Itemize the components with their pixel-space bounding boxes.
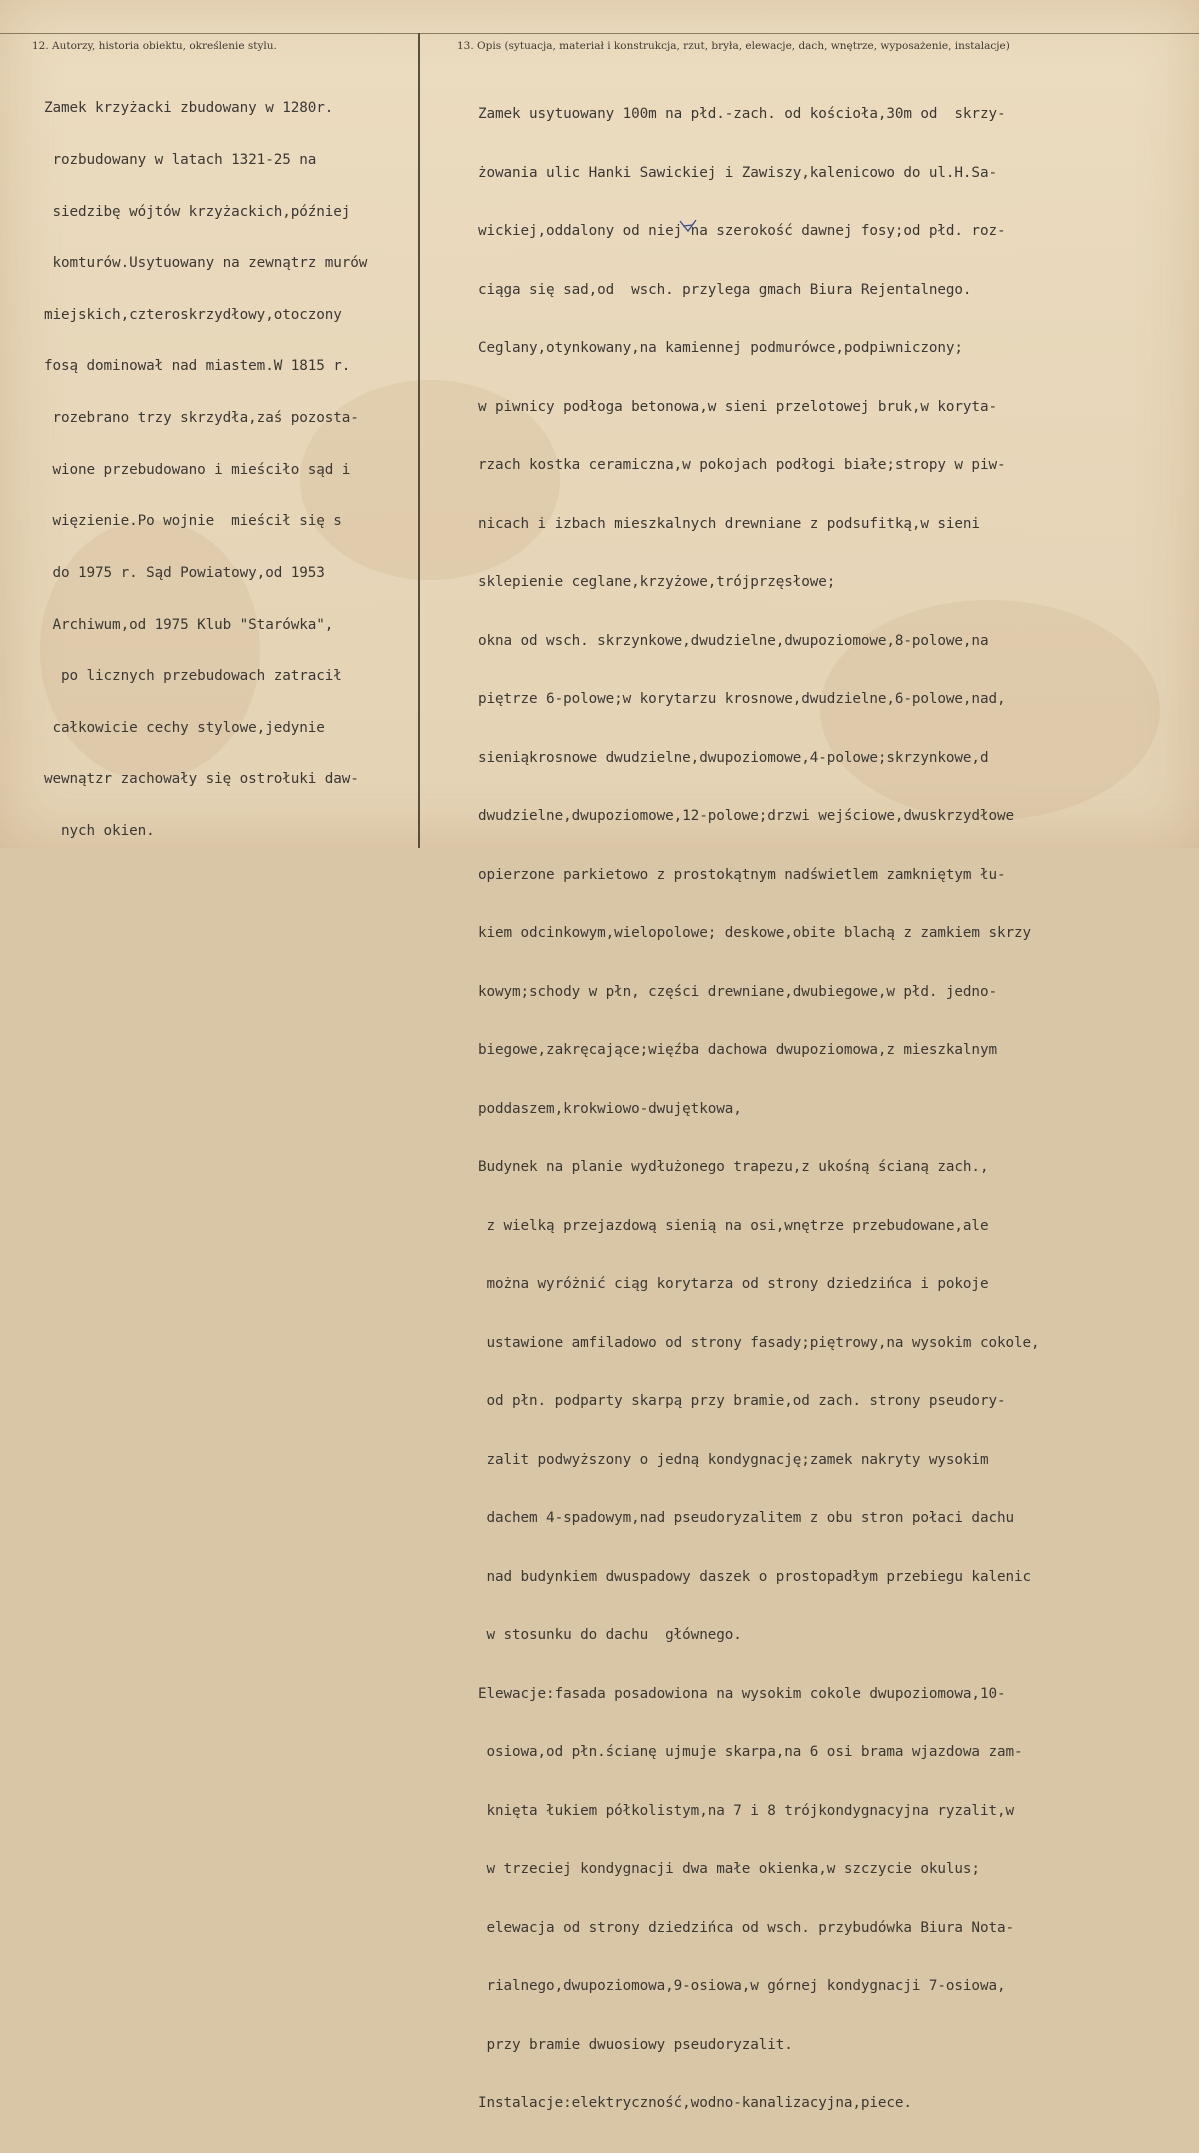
text-line: nych okien. [44,822,155,839]
text-line: osiowa,od płn.ścianę ujmuje skarpa,na 6 osi brama wjazdowa zam- [478,1744,1023,1760]
text-line: rialnego,dwupoziomowa,9-osiowa,w górnej kondygnacji 7-osiowa, [478,1978,1006,1994]
text-line: do 1975 r. Sąd Powiatowy,od 1953 [44,564,325,581]
text-line: ustawione amfiladowo od strony fasady;piętrowy,na wysokim cokole, [478,1334,1040,1351]
text-line: od płn. podparty skarpą przy bramie,od zach. strony pseudory- [478,1393,1006,1409]
text-line: kiem odcinkowym,wielopolowe; deskowe,obite blachą z zamkiem skrzy [478,925,1031,941]
text-line: więzienie.Po wojnie mieścił się s [44,513,342,530]
header-rule [0,33,1199,34]
text-line: Archiwum,od 1975 Klub "Starówka", [44,616,334,633]
text-line: sieniąkrosnowe dwudzielne,dwupoziomowe,4-polowe;skrzynkowe,d [478,749,989,766]
section-12-header: 12. Autorzy, historia obiektu, określenie stylu. [32,40,277,52]
text-line: wewnątzr zachowały się ostrołuki daw- [44,771,359,788]
text-line: rozebrano trzy skrzydła,zaś pozosta- [44,410,359,427]
text-line: nicach i izbach mieszkalnych drewniane z podsufitką,w sieni [478,515,980,532]
text-line: opierzone parkietowo z prostokątnym nadświetlem zamkniętym łu- [478,866,1006,883]
text-line: okna od wsch. skrzynkowe,dwudzielne,dwupoziomowe,8-polowe,na [478,632,989,649]
section-13-header: 13. Opis (sytuacja, materiał i konstrukcja, rzut, bryła, elewacje, dach, wnętrze, wyposażenie, instalacje) [457,40,1010,52]
text-line: fosą dominował nad miastem.W 1815 r. [44,358,351,375]
text-line: Instalacje:elektryczność,wodno-kanalizacyjna,piece. [478,2095,912,2111]
text-line: zalit podwyższony o jedną kondygnację;zamek nakryty wysokim [478,1451,989,1468]
text-line: knięta łukiem półkolistym,na 7 i 8 trójkondygnacyjna ryzalit,w [478,1802,1014,1819]
text-line: Zamek krzyżacki zbudowany w 1280r. [44,100,334,117]
text-line: poddaszem,krokwiowo-dwujętkowa, [478,1100,742,1117]
text-line: kowym;schody w płn, części drewniane,dwubiegowe,w płd. jedno- [478,983,997,1000]
text-line: w trzeciej kondygnacji dwa małe okienka,w szczycie okulus; [478,1861,980,1877]
text-line: dachem 4-spadowym,nad pseudoryzalitem z obu stron połaci dachu [478,1510,1014,1526]
text-line: żowania ulic Hanki Sawickiej i Zawiszy,kalenicowo do ul.H.Sa- [478,164,997,181]
text-line: siedzibę wójtów krzyżackich,później [44,203,351,220]
text-line: rzach kostka ceramiczna,w pokojach podłogi białe;stropy w piw- [478,457,1006,473]
text-line: ciąga się sad,od wsch. przylega gmach Biura Rejentalnego. [478,281,972,298]
handwritten-correction-mark [678,219,698,233]
text-line: komturów.Usytuowany na zewnątrz murów [44,255,368,272]
history-text [44,66,367,875]
text-line: piętrze 6-polowe;w korytarzu krosnowe,dwudzielne,6-polowe,nad, [478,691,1006,707]
text-line: wickiej,oddalony od niej na szerokość dawnej fosy;od płd. roz- [478,223,1006,239]
text-line: Ceglany,otynkowany,na kamiennej podmurówce,podpiwniczony; [478,340,963,356]
text-line: wione przebudowano i mieściło sąd i [44,461,351,478]
column-divider [418,33,420,848]
text-line: elewacja od strony dziedzińca od wsch. przybudówka Biura Nota- [478,1919,1014,1936]
text-line: przy bramie dwuosiowy pseudoryzalit. [478,2036,793,2053]
description-text [478,66,1040,2153]
text-line: po licznych przebudowach zatracił [44,668,342,685]
text-line: rozbudowany w latach 1321-25 na [44,152,317,169]
text-line: można wyróżnić ciąg korytarza od strony dziedzińca i pokoje [478,1276,989,1292]
text-line: Elewacje:fasada posadowiona na wysokim cokole dwupoziomowa,10- [478,1685,1006,1702]
text-line: Zamek usytuowany 100m na płd.-zach. od kościoła,30m od skrzy- [478,106,1006,122]
text-line: biegowe,zakręcające;więźba dachowa dwupoziomowa,z mieszkalnym [478,1042,997,1058]
text-line: Budynek na planie wydłużonego trapezu,z ukośną ścianą zach., [478,1159,989,1175]
text-line: sklepienie ceglane,krzyżowe,trójprzęsłowe; [478,574,836,590]
text-line: z wielką przejazdową sienią na osi,wnętrze przebudowane,ale [478,1217,989,1234]
text-line: dwudzielne,dwupoziomowe,12-polowe;drzwi wejściowe,dwuskrzydłowe [478,808,1014,824]
text-line: w piwnicy podłoga betonowa,w sieni przelotowej bruk,w koryta- [478,398,997,415]
text-line: nad budynkiem dwuspadowy daszek o prostopadłym przebiegu kalenic [478,1568,1031,1585]
text-line: całkowicie cechy stylowe,jedynie [44,719,325,736]
text-line: w stosunku do dachu głównego. [478,1627,742,1643]
text-line: miejskich,czteroskrzydłowy,otoczony [44,306,342,323]
